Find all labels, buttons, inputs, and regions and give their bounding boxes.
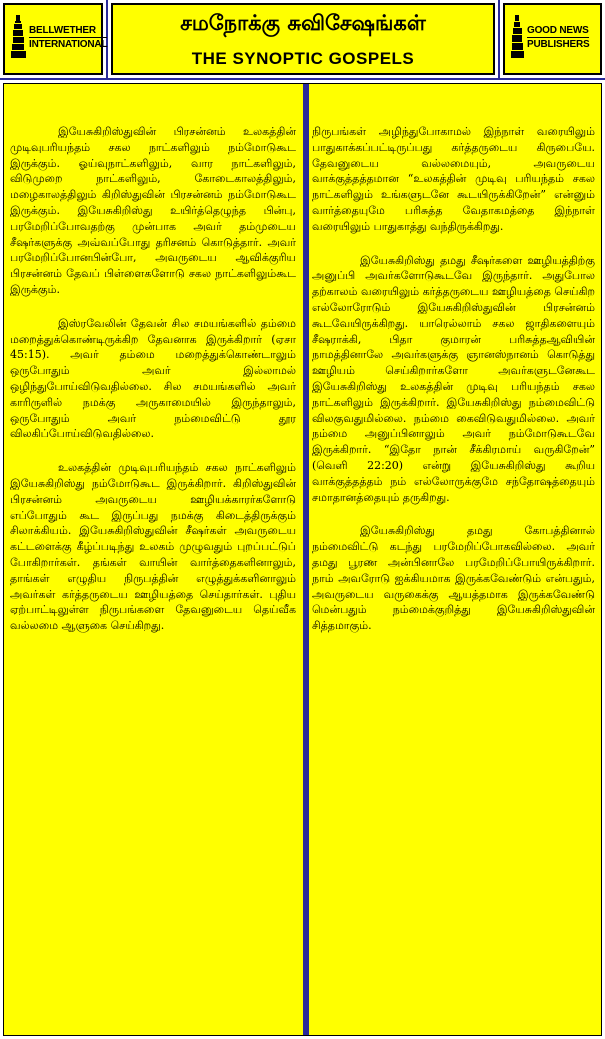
right-paragraph-1: நிருபங்கள் அழிந்துபோகாமல் இந்நாள் வரையிலும் பாதுகாக்கப்பட்டிருப்பது கர்த்தருடைய கிருபையே. தேவனுடைய வல்லமையும், அவருடைய வாக்குத்தத்தமான “உலகத்தின் முடிவு பரியந்தம் சகல நாட்களிலும் உங்களுடனே கூடயிருக்கிறேன்” என்னும் வார்த்தையுமே பரிசுத்த வேதாகமத்தை இந்நாள் வரையிலும் பாதுகாத்து வந்திருக்கிறது. [312, 125, 595, 233]
right-paragraph-2: இயேசுகிறிஸ்து தமது சீஷர்களை ஊழியத்திற்கு அனுப்பி அவர்களோடுகூடவே இருந்தார். அதுபோல தற்காலம் வரையிலும் கர்த்தருடைய ஊழியத்தை செய்கிற எல்லோரோடும் இயேசுகிறிஸ்துவின் பிரசன்னம் கூடவேயிருக்கிறது. யாரெல்லாம் சகல ஜாதிகளையும் சீஷராக்கி, பிதா குமாரன் பரிசுத்தஆவியின் நாமத்தினாலே அவர்களுக்கு ஞானஸ்நானம் கொடுத்து ஊழியம் செய்கிறார்களோ அவர்களுடனேகூட இயேசுகிறிஸ்து உலகத்தின் முடிவு பரியந்தம் சகல நாட்களிலும் இருக்கிறார். இயேசுகிறிஸ்து நம்மைவிட்டு விலகுவதுமில்லை. நம்மை கைவிடுவதுமில்லை. அவர் நம்மை அனுப்பினாலும் அவர் நம்மோடுகூடவே இருக்கிறார். “இதோ நான் சீக்கிரமாய் வருகிறேன்” (வெளி 22:20) என்று இயேசுகிறிஸ்து கூறிய வாக்குத்தத்தம் நம் எல்லோருக்குமே சந்தோஷத்தையும் சமாதானத்தையும் தருகிறது. [312, 253, 595, 504]
bellwether-logo [11, 15, 108, 59]
left-logo-box [3, 3, 108, 75]
body-panel [3, 83, 602, 1036]
left-logo-line1: BELLWETHER [29, 24, 107, 38]
title-box [111, 3, 495, 75]
title-english: THE SYNOPTIC GOSPELS [191, 49, 415, 68]
right-logo-line1: GOOD NEWS [527, 24, 589, 36]
right-logo-box [503, 3, 602, 75]
right-column [312, 84, 599, 1035]
column-divider [303, 84, 309, 1035]
left-paragraph-1: இயேசுகிறிஸ்துவின் பிரசன்னம் உலகத்தின் முடிவுபரியந்தம் சகல நாட்களிலும் நம்மோடுகூட இருக்கும். ஓய்வுநாட்களிலும், வார நாட்களிலும், விடுமுறை நாட்களிலும், கோடைகாலத்திலும், மழைகாலத்திலும் கிறிஸ்துவின் பிரசன்னம் நம்மோடுகூட இருக்கும். இயேசுகிறிஸ்து உயிர்த்தெழுந்த பின்பு, பரமேறிப்போவதற்கு முன்பாக அவர் தம்முடைய சீஷர்களுக்கு அவ்வப்போது தரிசனம் கொடுத்தார். அவர் பரமேறிப்போனபின்போ, அவருடைய ஆவிக்குரிய பிரசன்னம் தேவப் பிள்ளைகளோடு சகல நாட்களிலும்கூட இருக்கும். [10, 125, 296, 296]
left-paragraph-3: உலகத்தின் முடிவுபரியந்தம் சகல நாட்களிலும் இயேசுகிறிஸ்து நம்மோடுகூட இருக்கிறார். கிறிஸ்துவின் பிரசன்னம் அவருடைய ஊழியக்காரர்களோடு எப்போதும் கூட இருப்பது நமக்கு கிடைத்திருக்கும் சிலாக்கியம். இயேசுகிறிஸ்துவின் சீஷர்கள் அவருடைய கட்டளைக்கு கீழ்ப்படிந்து உலகம் முழுவதும் புறப்பட்டுப் போகிறார்கள். தங்கள் வாயின் வார்த்தைகளினாலும், தாங்கள் எழுதிய நிருபத்தின் எழுத்துக்களினாலும் அவர்கள் கர்த்தருடைய ஊழியத்தை செய்தார்கள். புதிய ஏற்பாட்டிலுள்ள நிருபங்களை தேவனுடைய தெய்வீக வல்லமை ஆளுகை செய்கிறது. [10, 461, 296, 633]
book-stack-icon [511, 15, 525, 59]
left-logo-line2: INTERNATIONAL [29, 38, 108, 50]
header-right-logo-panel [500, 0, 605, 78]
header-title-panel [108, 0, 498, 78]
left-logo-text [29, 24, 107, 51]
book-stack-icon [11, 15, 27, 59]
title-tamil: சமநோக்கு சுவிசேஷங்கள் [180, 11, 426, 35]
right-logo-text [527, 24, 589, 51]
right-paragraph-3: இயேசுகிறிஸ்து தமது கோபத்தினால் நம்மைவிட்டு கடந்து பரமேறிப்போகவில்லை. அவர் தமது பூரண அன்பினாலே பரமேறிப்போயிருக்கிறார். நாம் அவரோடு ஐக்கியமாக இருக்கவேண்டும் என்பதும், அவருடைய வருகைக்கு ஆயத்தமாக இருக்கவேண்டு மென்பதும் நம்மைக்குறித்து இயேசுகிறிஸ்துவின் சித்தமாகும். [312, 524, 595, 633]
header-left-logo-panel [0, 0, 106, 78]
right-logo-line2: PUBLISHERS [527, 38, 590, 50]
left-column [10, 84, 301, 1035]
good-news-logo [511, 15, 596, 59]
left-paragraph-2: இஸ்ரவேலின் தேவன் சில சமயங்களில் தம்மை மறைத்துக்கொண்டிருக்கிற தேவனாக இருக்கிறார் (ஏசா 45:15). அவர் தம்மை மறைத்துக்கொண்டாலும் ஒருபோதும் அவர் இல்லாமல் ஒழிந்துபோய்விடுவதில்லை. சில சமயங்களில் அவர் காரிருளில் நமக்கு அருகாமையில் இருந்தாலும், ஒருபோதும் அவர் நம்மைவிட்டு தூர விலகிப்போய்விடுவதில்லை. [10, 316, 296, 441]
body-frame [0, 80, 605, 1039]
